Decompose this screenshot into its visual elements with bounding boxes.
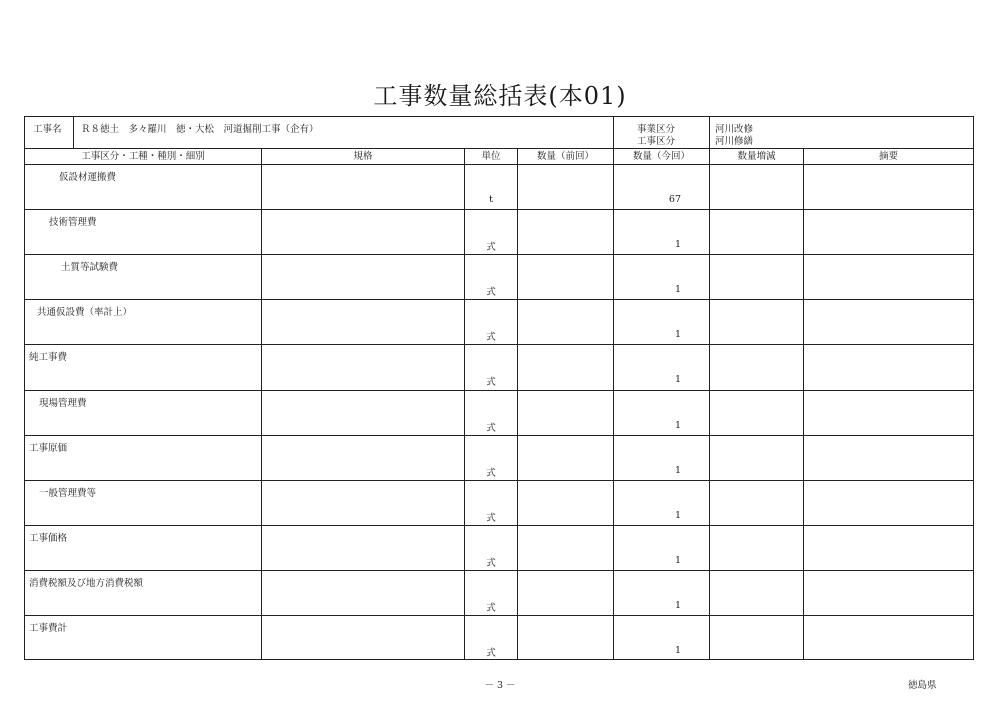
- row-quantity: 1: [674, 509, 681, 521]
- row-divider: [25, 570, 973, 571]
- row-quantity: 1: [674, 329, 681, 341]
- row-quantity: 1: [674, 419, 681, 431]
- category1-label: 事業区分: [637, 124, 676, 135]
- row-divider: [25, 209, 973, 210]
- column-header: 規格: [353, 151, 373, 162]
- row-unit: 式: [486, 648, 496, 659]
- row-unit: t: [489, 194, 493, 205]
- project-name-label: 工事名: [33, 124, 62, 135]
- row-label: 純工事費: [29, 352, 68, 364]
- row-label: 仮設材運搬費: [59, 172, 117, 183]
- category1-value: 河川改修: [715, 124, 754, 135]
- row-label: 一般管理費等: [39, 487, 97, 499]
- row-quantity: 1: [674, 374, 681, 386]
- category2-value: 河川修繕: [715, 136, 754, 147]
- page-title: 工事数量総括表(本01): [373, 82, 627, 110]
- row-label: 工事費計: [29, 623, 68, 634]
- row-label: 技術管理費: [49, 217, 97, 229]
- row-label: 消費税額及び地方消費税額: [29, 577, 144, 589]
- row-label: 共通仮設費（率計上）: [37, 307, 133, 319]
- row-unit: 式: [486, 602, 496, 614]
- table-header-block: [25, 117, 973, 149]
- category2-label: 工事区分: [637, 136, 676, 147]
- row-quantity: 1: [674, 599, 681, 611]
- row-label: 現場管理費: [39, 397, 87, 409]
- column-header: 工事区分・工種・種別・細別: [81, 151, 205, 162]
- column-header: 摘要: [878, 151, 898, 162]
- row-divider: [25, 615, 973, 616]
- row-divider: [25, 435, 973, 436]
- row-quantity: 1: [674, 464, 681, 476]
- row-label: 土質等試験費: [61, 262, 119, 274]
- organization-name: 徳島県: [908, 680, 937, 691]
- row-quantity: 1: [674, 239, 681, 251]
- row-divider: [25, 299, 973, 300]
- row-divider: [25, 390, 973, 391]
- row-unit: 式: [486, 332, 496, 344]
- row-quantity: 1: [674, 284, 681, 296]
- column-header: 数量（前回）: [536, 151, 594, 162]
- row-quantity: 1: [674, 645, 681, 656]
- row-label: 工事価格: [29, 532, 68, 544]
- project-name-value: Ｒ８徳土 多々羅川 徳・大松 河道掘削工事（企有）: [81, 124, 319, 135]
- column-header: 単位: [481, 151, 501, 162]
- row-divider: [25, 480, 973, 481]
- column-header: 数量増減: [737, 151, 776, 162]
- row-label: 工事原価: [29, 442, 68, 454]
- row-unit: 式: [486, 557, 496, 569]
- page-number: － 3 －: [484, 680, 516, 691]
- row-quantity: 1: [674, 554, 681, 566]
- row-divider: [25, 344, 973, 345]
- row-unit: 式: [486, 512, 496, 524]
- summary-table: [24, 116, 974, 660]
- row-unit: 式: [486, 422, 496, 434]
- row-divider: [25, 525, 973, 526]
- row-unit: 式: [486, 377, 496, 389]
- row-divider: [25, 254, 973, 255]
- row-unit: 式: [486, 287, 496, 299]
- row-unit: 式: [486, 242, 496, 254]
- row-quantity: 67: [668, 194, 681, 205]
- row-unit: 式: [486, 467, 496, 479]
- column-header: 数量（今回）: [632, 151, 690, 162]
